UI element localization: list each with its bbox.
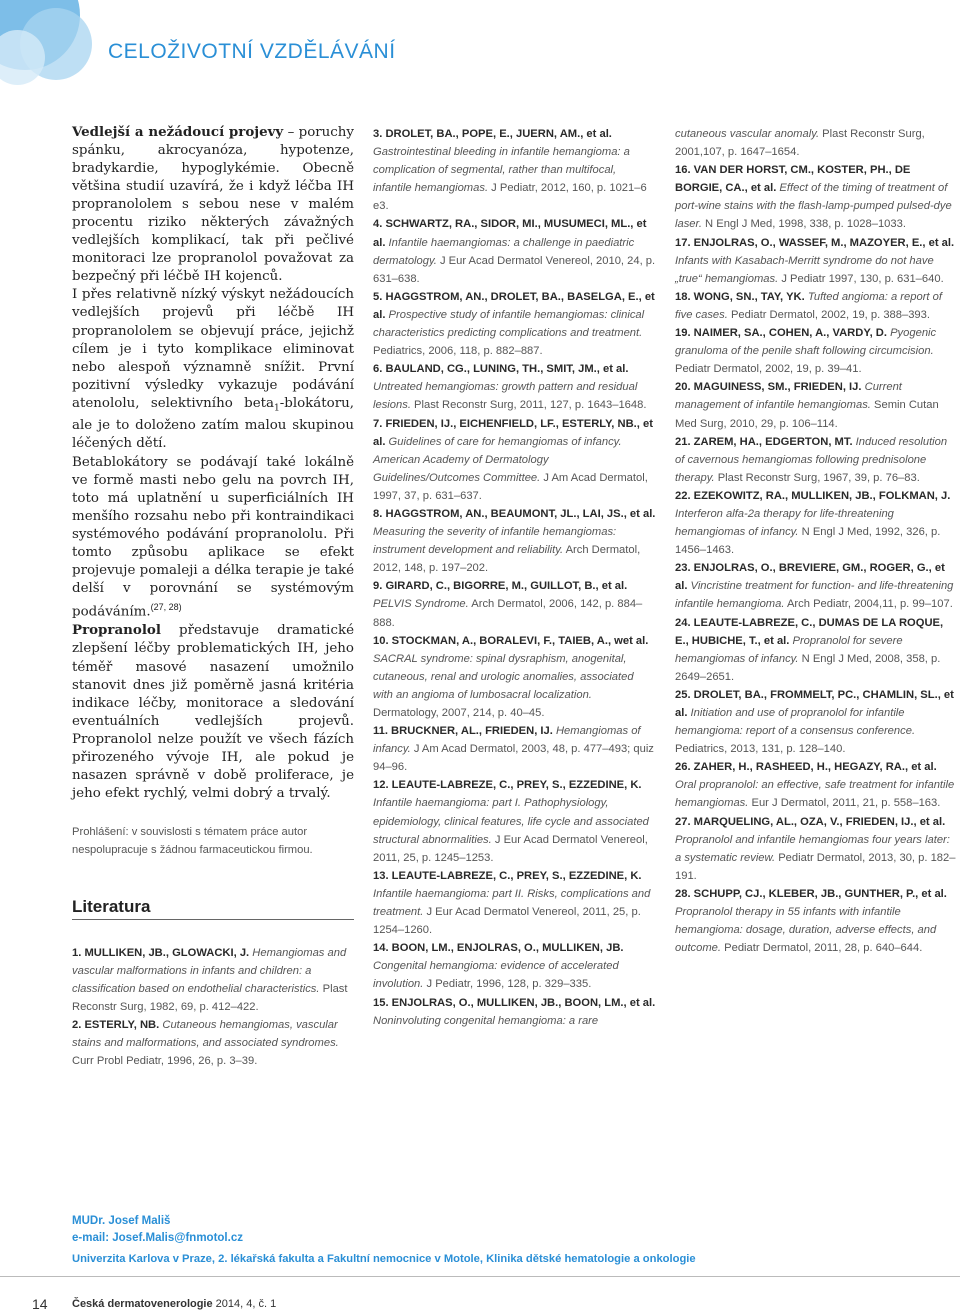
reference-title: Initiation and use of propranolol for infantile hemangioma: report of a consensus conference. bbox=[675, 707, 916, 738]
reference-source: Pediatr Dermatol, 2013, 30, p. 182–191. bbox=[675, 851, 956, 882]
reference-item bbox=[72, 1016, 354, 1070]
reference-authors: 20. MAGUINESS, SM., FRIEDEN, IJ. bbox=[675, 381, 862, 394]
reference-item bbox=[373, 125, 656, 215]
reference-source: Plast Reconstr Surg, 2001,107, p. 1647–1654. bbox=[675, 128, 925, 159]
reference-authors: 3. DROLET, BA., POPE, E., JUERN, AM., et al. bbox=[373, 128, 612, 140]
reference-title: SACRAL syndrome: spinal dysraphism, anogenital, cutaneous, renal and urologic anomalies, associated with an angioma of lumbosacral localization. bbox=[373, 652, 634, 701]
reference-authors: 28. SCHUPP, CJ., KLEBER, JB., GUNTHER, P., et al. bbox=[675, 887, 947, 900]
reference-authors: 9. GIRARD, C., BIGORRE, M., GUILLOT, B., et al. bbox=[373, 580, 628, 593]
paragraph-lead: Propranolol bbox=[72, 622, 161, 639]
reference-title: Propranolol for severe hemangiomas of infancy. bbox=[675, 634, 903, 665]
reference-authors: 5. HAGGSTROM, AN., DROLET, BA., BASELGA, E., et al. bbox=[373, 290, 655, 321]
reference-title: Infantile haemangiomas: a challenge in paediatric dermatology. bbox=[373, 236, 635, 267]
reference-title: Oral propranolol: an effective, safe treatment for infantile hemangiomas. bbox=[675, 779, 955, 810]
reference-authors: 12. LEAUTE-LABREZE, C., PREY, S., EZZEDINE, K. bbox=[373, 779, 642, 792]
reference-list bbox=[72, 944, 354, 1071]
reference-item bbox=[373, 994, 656, 1030]
author-affiliation: Univerzita Karlova v Praze, 2. lékařská fakulta a Fakultní nemocnice v Motole, Klinika dětské hematologie a onkologie bbox=[72, 1253, 696, 1265]
reference-source: J Am Acad Dermatol, 1997, 37, p. 631–637. bbox=[373, 471, 648, 502]
citation: (27, 28) bbox=[150, 601, 182, 612]
reference-source: Pediatrics, 2006, 118, p. 882–887. bbox=[373, 345, 543, 358]
reference-title: Noninvoluting congenital hemangioma: a rare bbox=[373, 1014, 599, 1027]
reference-item bbox=[373, 722, 656, 776]
reference-authors: 25. DROLET, BA., FROMMELT, PC., CHAMLIN, SL., et al. bbox=[675, 688, 954, 719]
page-number: 14 bbox=[32, 1296, 48, 1312]
reference-title: Hemangiomas and vascular malformations in infants and children: a classification based on endothelial characteristics. bbox=[72, 946, 347, 996]
reference-list bbox=[675, 125, 957, 957]
reference-authors: 18. WONG, SN., TAY, YK. bbox=[675, 290, 805, 303]
reference-source: Dermatology, 2007, 214, p. 40–45. bbox=[373, 707, 545, 719]
reference-title: cutaneous vascular anomaly. bbox=[675, 128, 820, 140]
reference-item bbox=[675, 324, 957, 378]
reference-source: Plast Reconstr Surg, 1982, 69, p. 412–422. bbox=[72, 983, 348, 1014]
reference-list bbox=[373, 125, 656, 1030]
paragraph-side-effects: Vedlejší a nežádoucí projevy – poruchy spánku, akrocyanóza, hypotenze, bradykardie, hypoglykémie. Obecně většina studií uzavírá, že i když léčba IH propranololem s sebou nese v malém procentu riziko některých závažných vedlejších komplikací, tak při pečlivé monitoraci lze propranolol považovat za bezpečný při léčbě IH kojenců. bbox=[72, 124, 354, 285]
reference-authors: 13. LEAUTE-LABREZE, C., PREY, S., EZZEDINE, K. bbox=[373, 869, 642, 882]
reference-source: Arch Pediatr, 2004,11, p. 99–107. bbox=[784, 598, 953, 611]
journal-info bbox=[72, 1298, 276, 1310]
footer-divider bbox=[0, 1276, 960, 1277]
reference-item bbox=[373, 215, 656, 287]
reference-item bbox=[675, 813, 957, 885]
reference-source: J Am Acad Dermatol, 2003, 48, p. 477–493; quiz 94–96. bbox=[373, 743, 654, 774]
decorative-circles bbox=[0, 0, 100, 100]
reference-title: Infantile haemangioma: part I. Pathophysiology, epidemiology, clinical features, life cycle and associated structural abnormalities. bbox=[373, 797, 649, 846]
reference-item bbox=[373, 505, 656, 577]
reference-authors: 4. SCHWARTZ, RA., SIDOR, MI., MUSUMECI, ML., et al. bbox=[373, 218, 647, 249]
reference-source: Semin Cutan Med Surg, 2010, 29, p. 106–114. bbox=[675, 399, 939, 430]
reference-source: N Engl J Med, 1998, 338, p. 1028–1033. bbox=[701, 218, 906, 231]
reference-item bbox=[675, 758, 957, 812]
reference-item bbox=[675, 686, 957, 758]
reference-source: J Eur Acad Dermatol Venereol, 2010, 24, p. 631–638. bbox=[373, 254, 656, 285]
reference-item bbox=[373, 360, 656, 414]
reference-authors: 21. ZAREM, HA., EDGERTON, MT. bbox=[675, 435, 853, 448]
reference-item bbox=[373, 577, 656, 631]
reference-title: Pyogenic granuloma of the penile shaft following circumcision. bbox=[675, 327, 937, 358]
reference-source: J Pediatr 1997, 130, p. 631–640. bbox=[778, 272, 944, 285]
reference-authors: 19. NAIMER, SA., COHEN, A., VARDY, D. bbox=[675, 327, 887, 340]
reference-item bbox=[675, 487, 957, 559]
disclaimer: Prohlášení: v souvislosti s tématem práce autor nespolupracuje s žádnou farmaceutickou firmou. bbox=[72, 825, 313, 856]
reference-title: Congenital hemangioma: evidence of accelerated involution. bbox=[373, 960, 619, 991]
reference-item bbox=[373, 776, 656, 866]
reference-authors: 10. STOCKMAN, A., BORALEVI, F., TAIEB, A., wet al. bbox=[373, 634, 649, 647]
article-column bbox=[72, 123, 354, 1071]
reference-title: Interferon alfa-2a therapy for life-threatening hemangiomas of infancy. bbox=[675, 507, 894, 539]
reference-title: Current management of infantile hemangiomas. bbox=[675, 381, 902, 412]
author-name: MUDr. Josef Mališ bbox=[72, 1215, 171, 1227]
reference-authors: 1. MULLIKEN, JB., GLOWACKI, J. bbox=[72, 946, 250, 959]
reference-title: Tufted angioma: a report of five cases. bbox=[675, 290, 942, 321]
reference-source: J Eur Acad Dermatol Venereol, 2011, 25, p. 1245–1253. bbox=[373, 833, 648, 864]
reference-item bbox=[373, 632, 656, 722]
reference-title: Effect of the timing of treatment of port-wine stains with the flash-lamp-pumped pulsed-dye laser. bbox=[675, 182, 952, 231]
reference-item bbox=[675, 885, 957, 957]
reference-item bbox=[373, 939, 656, 993]
reference-item bbox=[373, 288, 656, 360]
reference-authors: 8. HAGGSTROM, AN., BEAUMONT, JL., LAI, JS., et al. bbox=[373, 507, 656, 520]
reference-title: Propranolol and infantile hemangiomas four years later: a systematic review. bbox=[675, 833, 950, 864]
reference-source: J Pediatr, 2012, 160, p. 1021–6 e3. bbox=[373, 182, 647, 213]
paragraph-topical: Betablokátory se podávají také lokálně ve formě masti nebo gelu na povrch IH, toto má uplatnění u superficiálních IH menšího rozsahu nebo při kontraindikaci systémového podávání propranololu. Při tomto způsobu aplikace se efekt projevuje pomaleji a délka terapie je také delší v porovnání se systémovým podáváním.$^{(27, 28)}$ bbox=[72, 454, 354, 620]
reference-authors: 7. FRIEDEN, IJ., EICHENFIELD, LF., ESTERLY, NB., et al. bbox=[373, 417, 653, 448]
reference-authors: 23. ENJOLRAS, O., BREVIERE, GM., ROGER, G., et al. bbox=[675, 562, 945, 593]
reference-authors: 22. EZEKOWITZ, RA., MULLIKEN, JB., FOLKMAN, J. bbox=[675, 489, 951, 502]
reference-title: Prospective study of infantile hemangiomas: clinical characteristics predicting complications and treatment. bbox=[373, 308, 645, 340]
reference-source: J Eur Acad Dermatol Venereol, 2011, 25, p. 1254–1260. bbox=[373, 906, 641, 937]
reference-authors: 17. ENJOLRAS, O., WASSEF, M., MAZOYER, E., et al. bbox=[675, 236, 955, 249]
reference-source: Curr Probl Pediatr, 1996, 26, p. 3–39. bbox=[72, 1055, 258, 1068]
reference-item bbox=[373, 415, 656, 505]
reference-item bbox=[675, 234, 957, 288]
journal-name: Česká dermatovenerologie bbox=[72, 1298, 213, 1310]
reference-title: Propranolol therapy in 55 infants with infantile hemangioma: dosage, duration, adverse effects, and outcome. bbox=[675, 906, 937, 955]
paragraph-propranolol: Propranolol představuje dramatické zlepšení léčby problematických IH, jeho téměř masové nasazení umožnilo stanovit dnes již poměrně jasná kritéria indikace léčby, monitorace a sledování eventuálních vedlejších projevů. Propranolol nelze použít ve všech fázích přirozeného vývoje IH, ale pokud je nasazen správně v době proliferace, je jeho efekt rychlý, velmi dobrý a trvalý. bbox=[72, 622, 354, 801]
reference-source: Pediatr Dermatol, 2002, 19, p. 39–41. bbox=[675, 363, 862, 376]
reference-title: Gastrointestinal bleeding in infantile hemangioma: a complication of segmental, rather than multifocal, infantile hemangiomas. bbox=[373, 146, 630, 195]
reference-item bbox=[675, 378, 957, 432]
reference-title: Guidelines of care for hemangiomas of infancy. American Academy of Dermatology Guidelines/Outcomes Committee. bbox=[373, 435, 622, 484]
reference-source: Pediatrics, 2013, 131, p. 128–140. bbox=[675, 743, 846, 756]
reference-item bbox=[72, 944, 354, 1016]
reference-item bbox=[675, 614, 957, 686]
reference-item bbox=[675, 559, 957, 613]
reference-source: Plast Reconstr Surg, 1967, 39, p. 76–83. bbox=[714, 471, 920, 484]
reference-source: N Engl J Med, 1992, 326, p. 1456–1463. bbox=[675, 526, 941, 557]
reference-item bbox=[675, 433, 957, 487]
reference-item bbox=[373, 867, 656, 939]
reference-authors: 27. MARQUELING, AL., OZA, V., FRIEDEN, IJ., et al. bbox=[675, 815, 946, 828]
reference-item bbox=[675, 161, 957, 233]
reference-authors: 2. ESTERLY, NB. bbox=[72, 1019, 160, 1032]
reference-title: Infantile haemangioma: part II. Risks, complications and treatment. bbox=[373, 887, 651, 919]
reference-title: Hemangiomas of infancy. bbox=[373, 725, 641, 756]
reference-source: Arch Dermatol, 2012, 148, p. 197–202. bbox=[373, 544, 641, 575]
author-block bbox=[72, 1213, 932, 1268]
reference-item bbox=[675, 125, 957, 161]
journal-issue: 2014, 4, č. 1 bbox=[212, 1298, 277, 1310]
reference-authors: 24. LEAUTE-LABREZE, C., DUMAS DE LA ROQUE, E., HUBICHE, T., et al. bbox=[675, 616, 944, 647]
reference-item bbox=[675, 288, 957, 324]
reference-title: Induced resolution of cavernous hemangiomas following prednisolone therapy. bbox=[675, 435, 948, 484]
reference-authors: 16. VAN DER HORST, CM., KOSTER, PH., DE BORGIE, CA., et al. bbox=[675, 164, 911, 195]
reference-title: Untreated hemangiomas: growth pattern and residual lesions. bbox=[373, 381, 638, 412]
reference-authors: 6. BAULAND, CG., LUNING, TH., SMIT, JM., et al. bbox=[373, 363, 629, 376]
reference-source: Pediatr Dermatol, 2011, 28, p. 640–644. bbox=[721, 942, 923, 955]
reference-title: Cutaneous hemangiomas, vascular stains and malformations, and associated syndromes. bbox=[72, 1019, 339, 1050]
section-title: CELOŽIVOTNÍ VZDĚLÁVÁNÍ bbox=[108, 40, 396, 63]
reference-title: Measuring the severity of infantile hemangiomas: instrument development and reliability. bbox=[373, 526, 617, 557]
reference-source: J Pediatr, 1996, 128, p. 329–335. bbox=[423, 978, 592, 991]
reference-title: PELVIS Syndrome. bbox=[373, 598, 469, 611]
reference-authors: 15. ENJOLRAS, O., MULLIKEN, JB., BOON, LM., et al. bbox=[373, 996, 656, 1009]
reference-source: N Engl J Med, 2008, 358, p. 2649–2651. bbox=[675, 652, 941, 683]
paragraph-atenolol: I přes relativně nízký výskyt nežádoucích vedlejších projevů při léčbě IH propranololem se objevují práce, jejichž cílem je i tyto komplikace eliminovat nebo alespoň významně snížit. První pozitivní výsledky vykazuje podávání atenololu, selektivního beta$_1$-blokátoru, ale je to doloženo zatím malou skupinou léčených dětí. bbox=[72, 287, 354, 452]
author-email[interactable]: e-mail: Josef.Malis@fnmotol.cz bbox=[72, 1232, 243, 1244]
reference-source: Plast Reconstr Surg, 2011, 127, p. 1643–1648. bbox=[410, 399, 647, 412]
literature-heading: Literatura bbox=[72, 897, 354, 920]
reference-source: Pediatr Dermatol, 2002, 19, p. 388–393. bbox=[727, 308, 930, 321]
reference-authors: 11. BRUCKNER, AL., FRIEDEN, IJ. bbox=[373, 725, 553, 738]
paragraph-lead: Vedlejší a nežádoucí projevy bbox=[72, 124, 284, 140]
reference-authors: 26. ZAHER, H., RASHEED, H., HEGAZY, RA., et al. bbox=[675, 761, 937, 774]
reference-source: Arch Dermatol, 2006, 142, p. 884–888. bbox=[373, 598, 643, 629]
reference-source: Eur J Dermatol, 2011, 21, p. 558–163. bbox=[748, 797, 941, 810]
reference-title: Infants with Kasabach-Merritt syndrome do not have „true“ hemangiomas. bbox=[675, 254, 934, 285]
reference-authors: 14. BOON, LM., ENJOLRAS, O., MULLIKEN, JB. bbox=[373, 942, 624, 955]
reference-title: Vincristine treatment for function- and life-threatening infantile hemangioma. bbox=[675, 580, 954, 611]
